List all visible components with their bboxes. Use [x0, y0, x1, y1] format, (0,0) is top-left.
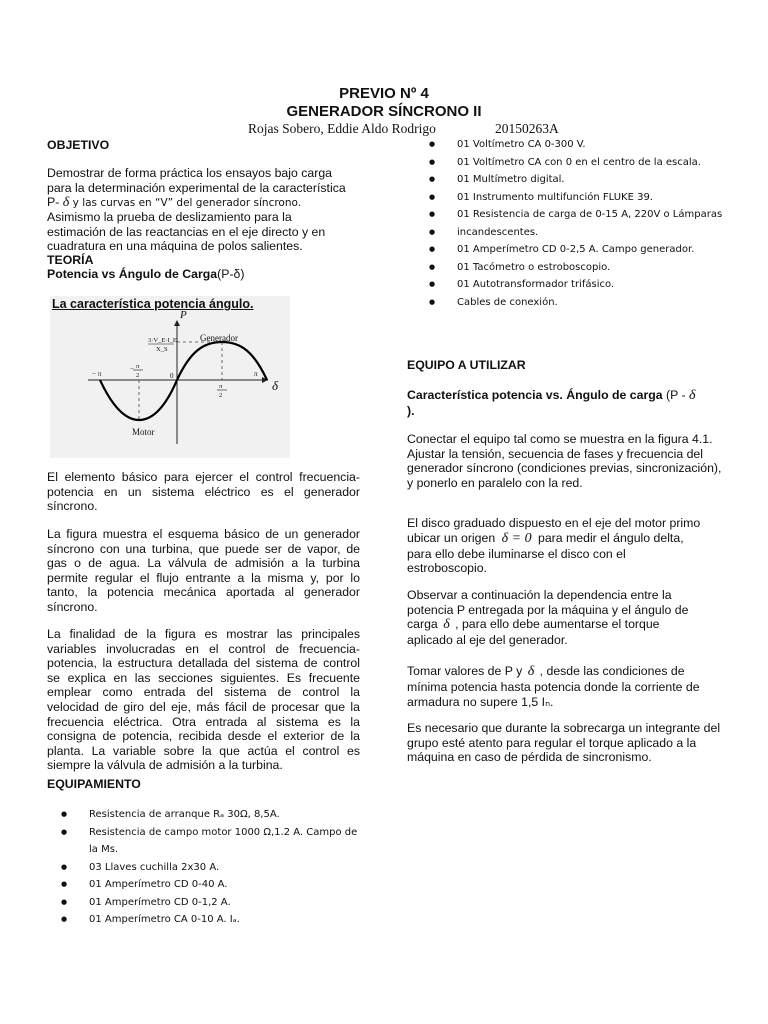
delta-symbol: δ	[527, 664, 535, 679]
list-item: ● 01 Multímetro digital.	[415, 171, 725, 189]
delta-zero-formula: δ = 0	[501, 530, 532, 546]
disco-line: El disco graduado dispuesto en el eje del motor primo	[407, 516, 701, 530]
caracteristica-heading	[407, 388, 727, 418]
motor-label: Motor	[132, 427, 155, 437]
paragraph-control-basico: El elemento básico para ejercer el control frecuencia-potencia en un sistema eléctrico es el generador síncrono.	[47, 470, 360, 514]
tick-minus-pi-half-num: π	[136, 363, 140, 370]
teoria-heading: TEORÍA	[47, 253, 94, 267]
paragraph-tomar-valores	[407, 664, 729, 709]
potencia-heading	[47, 267, 245, 282]
tomar-valores-text: Tomar valores de P y	[407, 664, 523, 678]
paragraph-sobrecarga: Es necesario que durante la sobrecarga un integrante del grupo esté atento para regular el torque aplicado a la máquina en caso de pérdida de sincronismo.	[407, 721, 721, 765]
objetivo-curvas-text: y las curvas en “V” del generador síncrono.	[72, 197, 302, 210]
instrument-list	[415, 136, 725, 311]
pmax-numerator: 3·V_E·I_E	[148, 337, 177, 344]
observar-line: potencia P entregada por la máquina y el ángulo de	[407, 602, 689, 617]
equipamiento-heading: EQUIPAMIENTO	[47, 777, 141, 791]
pmax-denominator: X_S	[156, 346, 168, 353]
page-subtitle: GENERADOR SÍNCRONO II	[286, 103, 482, 120]
tomar-condiciones-text: , desde las condiciones de	[539, 664, 685, 678]
list-item: ● 01 Amperímetro CD 0-40 A.	[47, 876, 367, 894]
list-item: ● 01 Resistencia de carga de 0-15 A, 220V o Lámparas	[415, 206, 725, 224]
disco-origen-text: ubicar un origen	[407, 530, 496, 545]
objetivo-line	[47, 195, 367, 210]
potencia-heading-suffix: (P-δ)	[217, 267, 245, 281]
disco-line: estroboscopio.	[407, 561, 487, 576]
tomar-line	[407, 664, 729, 680]
list-item: ● Resistencia de campo motor 1000 Ω,1.2 A. Campo de la Ms.	[47, 824, 367, 859]
objetivo-line: Asimismo la prueba de deslizamiento para la	[47, 210, 292, 225]
power-angle-figure	[50, 296, 290, 458]
equipo-utilizar-heading: EQUIPO A UTILIZAR	[407, 358, 526, 372]
list-item: ● 03 Llaves cuchilla 2x30 A.	[47, 859, 367, 877]
objetivo-paragraph	[47, 166, 367, 254]
observar-line: Observar a continuación la dependencia entre la	[407, 588, 672, 602]
objetivo-line: Demostrar de forma práctica los ensayos bajo carga	[47, 166, 333, 180]
paragraph-observar	[407, 588, 729, 648]
paragraph-disco-graduado	[407, 516, 729, 576]
list-item: ● incandescentes.	[415, 224, 725, 242]
potencia-heading-text: Potencia vs Ángulo de Carga	[47, 267, 218, 281]
generator-label: Generador	[200, 333, 238, 343]
delta-symbol: δ	[689, 388, 696, 403]
objetivo-p-label: P-	[47, 195, 60, 210]
tick-minus-pi-half-den: 2	[136, 372, 140, 379]
tick-pi-half-num: π	[219, 383, 223, 390]
disco-line: para ello debe iluminarse el disco con el	[407, 546, 626, 561]
observar-carga-text: carga	[407, 617, 438, 632]
tick-minus-pi: − π	[92, 370, 102, 378]
list-item: ● 01 Instrumento multifunción FLUKE 39.	[415, 189, 725, 207]
paragraph-esquema-generador: La figura muestra el esquema básico de un generador síncrono con una turbina, que puede ser de vapor, de gas o de agua. La válvula de admisión a la turbina permite regular el flujo entrante a la misma y, por lo tanto, la potencia mecánica aportada al generador síncrono.	[47, 527, 360, 614]
list-item: ● 01 Amperímetro CA 0-10 A. Iₐ.	[47, 911, 367, 929]
list-item: ● Resistencia de arranque Rₐ 30Ω, 8,5A.	[47, 806, 367, 824]
axis-p-label: P	[180, 309, 187, 321]
objetivo-line: cuadratura en una máquina de polos salientes.	[47, 239, 303, 254]
tick-zero: 0	[170, 372, 174, 380]
objetivo-line: para la determinación experimental de la característica	[47, 180, 346, 195]
power-angle-chart	[50, 296, 290, 458]
student-id: 20150263A	[495, 121, 559, 136]
observar-line: aplicado al eje del generador.	[407, 633, 568, 648]
observar-torque-text: , para ello debe aumentarse el torque	[455, 617, 660, 632]
delta-symbol: δ	[62, 195, 70, 211]
list-item: ● 01 Tacómetro o estroboscopio.	[415, 259, 725, 277]
list-item: ● 01 Amperímetro CD 0-2,5 A. Campo generador.	[415, 241, 725, 259]
list-item: ● 01 Amperímetro CD 0-1,2 A.	[47, 894, 367, 912]
observar-line	[407, 617, 729, 633]
tick-pi-half-den: 2	[219, 392, 223, 399]
tomar-line: armadura no supere 1,5 Iₙ.	[407, 694, 554, 709]
list-item: ● 01 Voltímetro CA con 0 en el centro de la escala.	[415, 154, 725, 172]
power-curve	[100, 342, 267, 420]
objetivo-line: estimación de las reactancias en el eje directo y en	[47, 224, 326, 239]
tick-pi: π	[254, 370, 258, 378]
caracteristica-heading-text: Característica potencia vs. Ángulo de carga	[407, 388, 663, 402]
author-name: Rojas Sobero, Eddie Aldo Rodrigo	[248, 121, 436, 136]
caracteristica-paren-open: (P -	[666, 388, 686, 402]
disco-line	[407, 531, 729, 547]
list-item: ● 01 Voltímetro CA 0-300 V.	[415, 136, 725, 154]
caracteristica-paren-close: ).	[407, 403, 415, 418]
list-item: ● Cables de conexión.	[415, 294, 725, 312]
axis-delta-label: δ	[272, 378, 279, 393]
tomar-line: mínima potencia hasta potencia donde la corriente de	[407, 680, 700, 694]
disco-medir-text: para medir el ángulo delta,	[538, 530, 684, 545]
equipamiento-list	[47, 806, 367, 929]
list-item: ● 01 Autotransformador trifásico.	[415, 276, 725, 294]
paragraph-finalidad-figura: La finalidad de la figura es mostrar las principales variables involucradas en el control de frecuencia-potencia, la estructura detallada del sistema de control se explica en las secciones siguientes. Es frecuente emplear como entrada del sistema de control la velocidad de giro del eje, más fácil de procesar que la frecuencia eléctrica. Otra entrada al sistema es la consigna de potencia, recibida desde el exterior de la planta. La variable sobre la que actúa el control es siempre la válvula de admisión a la turbina.	[47, 627, 360, 773]
objetivo-heading: OBJETIVO	[47, 138, 110, 152]
figure-caption: La característica potencia ángulo.	[52, 297, 254, 311]
delta-symbol: δ	[443, 617, 450, 633]
tick-minus-sign: −	[130, 365, 134, 373]
paragraph-conectar-equipo: Conectar el equipo tal como se muestra en la figura 4.1. Ajustar la tensión, secuencia de fases y frecuencia del generador síncrono (condiciones previas, sincronización), y ponerlo en paralelo con la red.	[407, 432, 722, 490]
page-title: PREVIO Nº 4	[339, 85, 429, 102]
